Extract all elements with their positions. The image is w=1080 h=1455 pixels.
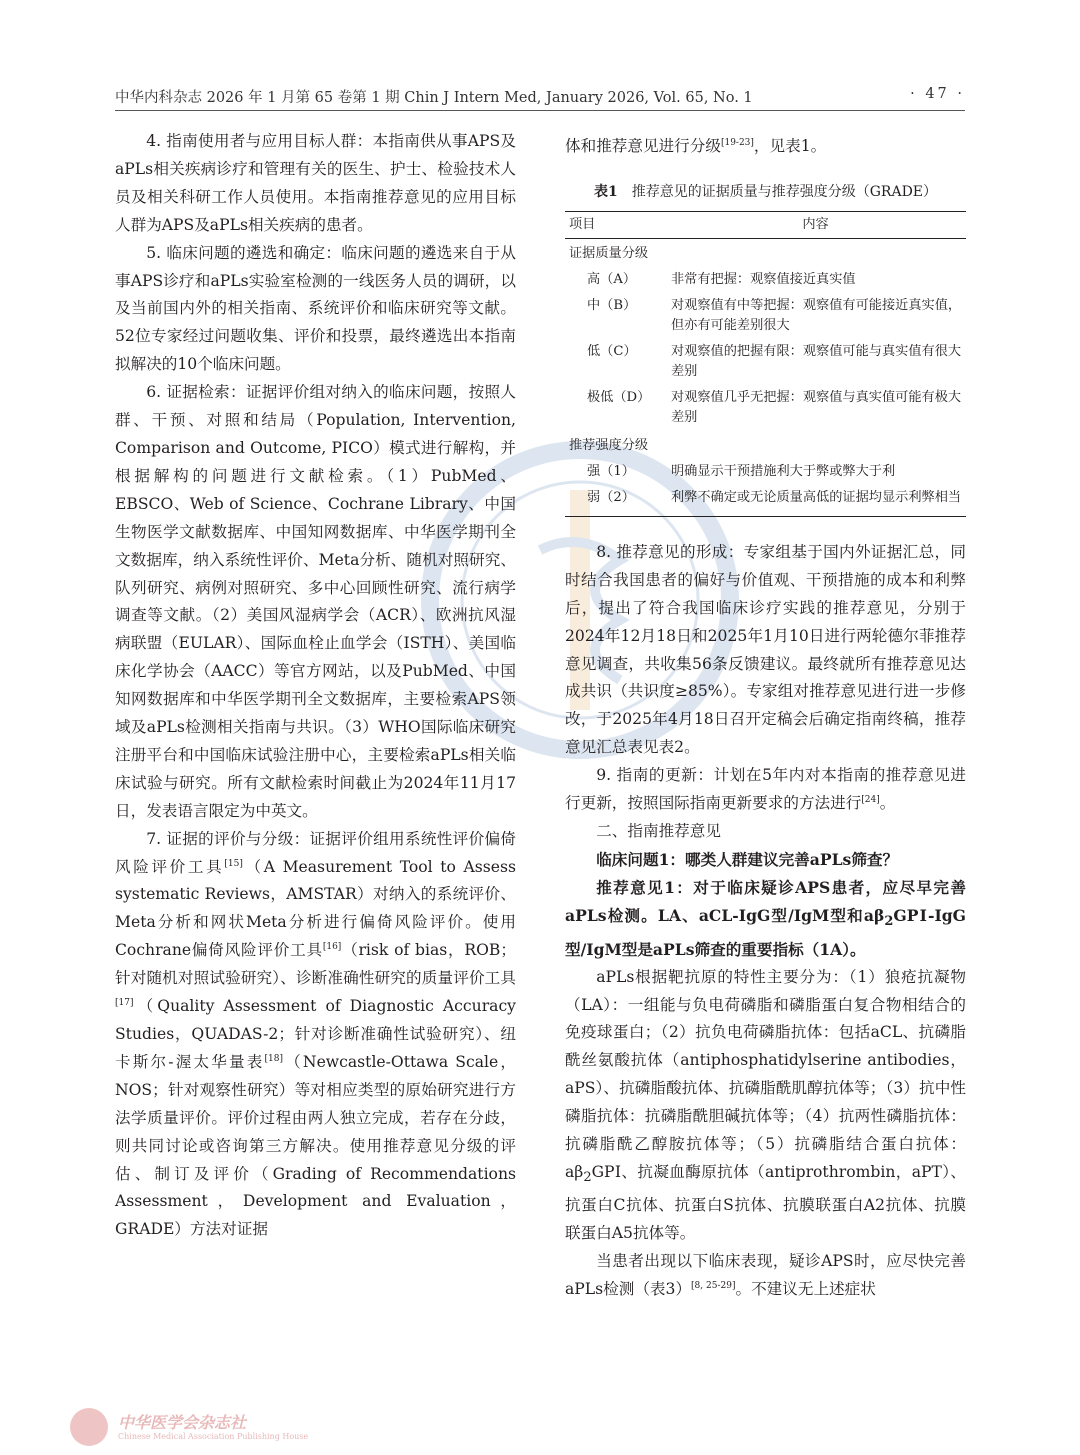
level-cell: 高（A）	[587, 271, 637, 287]
paragraph-guideline-update	[565, 762, 966, 818]
citation-ref: [8, 25-29]	[691, 1280, 736, 1291]
desc-cell: 非常有把握：观察值接近真实值	[671, 271, 856, 287]
group-label: 证据质量分级	[569, 245, 649, 261]
text-segment: （A Measurement Tool to Assess systematic Reviews，AMSTAR）对纳入的系统评价、Meta分析和网状Meta分析进行偏倚风险评价。使用Cochrane偏倚风险评价工具	[115, 857, 516, 960]
table-row	[565, 339, 966, 385]
text-segment: GPⅠ-IgG型/IgM型是aPLs筛查的重要指标（1A）。	[565, 905, 966, 959]
paragraph-continuation	[565, 133, 966, 161]
level-cell: 中（B）	[587, 297, 637, 313]
paragraph-recommendation-formation: 8. 推荐意见的形成：专家组基于国内外证据汇总，同时结合我国患者的偏好与价值观、干预措施的成本和利弊后，提出了符合我国临床诊疗实践的推荐意见，分别于2024年12月18日和2025年1月10日进行两轮德尔菲推荐意见调查，共收集56条反馈建议。最终就所有推荐意见达成共识（共识度≥85%）。专家组对推荐意见进行进一步修改，于2025年4月18日召开定稿会后确定指南终稿，推荐意见汇总表见表2。	[565, 542, 966, 757]
header-rule	[115, 110, 965, 111]
section-heading: 二、指南推荐意见	[596, 821, 721, 840]
table-caption	[565, 181, 966, 203]
text-segment: （Quality Assessment of Diagnostic Accuracy Studies，QUADAS-2；针对诊断准确性试验研究）、纽卡斯尔-渥太华量表	[115, 997, 516, 1071]
subscript: 2	[583, 1170, 592, 1186]
grade-table	[565, 211, 966, 517]
desc-cell: 明确显示干预措施利大于弊或弊大于利	[671, 463, 896, 479]
table-header-item: 项目	[565, 211, 661, 238]
table-row	[565, 385, 966, 431]
citation-ref: [17]	[115, 997, 134, 1008]
running-header	[115, 86, 965, 108]
level-cell: 强（1）	[587, 463, 635, 479]
left-column	[115, 128, 516, 1244]
level-cell: 低（C）	[587, 343, 637, 359]
table-header-content: 内容	[661, 211, 966, 238]
text-segment: 推荐意见1：对于临床疑诊APS患者，应尽早完善aPLs检测。LA、aCL-IgG型/IgM型和aβ	[565, 877, 966, 925]
table-row	[565, 267, 966, 293]
page-number: · 47 ·	[910, 86, 965, 102]
paragraph-question-selection: 5. 临床问题的遴选和确定：临床问题的遴选来自于从事APS诊疗和aPLs实验室检测的一线医务人员的调研，以及当前国内外的相关指南、系统评价和临床研究等文献。52位专家经过问题收集、评价和投票，最终遴选出本指南拟解决的10个临床问题。	[115, 243, 516, 374]
citation-ref: [19-23]	[720, 137, 754, 148]
citation-ref: [18]	[264, 1053, 283, 1064]
text-segment: （risk of bias，ROB；针对随机对照试验研究）、诊断准确性研究的质量评价工具	[115, 941, 516, 988]
text-segment: 。不建议无上述症状	[735, 1279, 876, 1298]
text-segment: （Newcastle-Ottawa Scale，NOS；针对观察性研究）等对相应类型的原始研究进行方法学质量评价。评价过程由两人独立完成，若存在分歧，则共同讨论或咨询第三方解决。使用推荐意见分级的评估、制订及评价（Grading of Recommendations Assessment，Development and Evaluation，GRADE）方法对证据	[115, 1052, 516, 1239]
citation-ref: [16]	[322, 942, 342, 953]
paragraph-testing-indication	[565, 1248, 966, 1304]
text-segment: GPⅠ、抗凝血酶原抗体（antiprothrombin，aPT）、抗蛋白C抗体、抗蛋白S抗体、抗膜联蛋白A2抗体、抗膜联蛋白A5抗体等。	[565, 1162, 966, 1242]
desc-cell: 利弊不确定或无论质量高低的证据均显示利弊相当	[661, 485, 966, 517]
right-column	[565, 133, 966, 1304]
paragraph-evidence-search: 6. 证据检索：证据评价组对纳入的临床问题，按照人群、干预、对照和结局（Population, Intervention, Comparison and Outcome, PICO）模式进行解构，并根据解构的问题进行文献检索。（1）PubMed、EBSCO、Web of Science、Cochrane Library、中国生物医学文献数据库、中国知网数据库、中华医学期刊全文数据库，纳入系统性评价、Meta分析、随机对照研究、队列研究、病例对照研究、多中心回顾性研究、流行病学调查等文献。（2）美国风湿病学会（ACR）、欧洲抗风湿病联盟（EULAR）、国际血栓止血学会（ISTH）、美国临床化学协会（AACC）等官方网站，以及PubMed、中国知网数据库和中华医学期刊全文数据库，主要检索APS领域及aPLs检测相关指南与共识。（3）WHO国际临床研究注册平台和中国临床试验注册中心，主要检索aPLs相关临床试验与研究。所有文献检索时间截止为2024年11月17日，发表语言限定为中英文。	[115, 383, 516, 820]
table-row	[565, 485, 966, 517]
desc-cell: 对观察值有中等把握：观察值有可能接近真实值，但亦有可能差别很大	[671, 297, 962, 333]
publisher-name: 中华医学会杂志社	[118, 1413, 247, 1432]
journal-citation: 中华内科杂志 2026 年 1 月第 65 卷第 1 期 Chin J Intern Med, January 2026, Vol. 65, No. 1	[115, 90, 753, 106]
level-cell: 弱（2）	[565, 485, 661, 517]
paragraph-apls-classification	[565, 964, 966, 1248]
text-segment: aPLs根据靶抗原的特性主要分为：（1）狼疮抗凝物（LA）：一组能与负电荷磷脂和磷脂蛋白复合物相结合的免疫球蛋白；（2）抗负电荷磷脂抗体：包括aCL、抗磷脂酰丝氨酸抗体（antiphosphatidylserine antibodies，aPS）、抗磷脂酸抗体、抗磷脂酰肌醇抗体等；（3）抗中性磷脂抗体：抗磷脂酰胆碱抗体等；（4）抗两性磷脂抗体：抗磷脂酰乙醇胺抗体等；（5）抗磷脂结合蛋白抗体：aβ	[565, 967, 966, 1181]
table-row	[565, 459, 966, 485]
text-segment: ，见表1。	[753, 137, 827, 155]
paragraph-target-users: 4. 指南使用者与应用目标人群：本指南供从事APS及aPLs相关疾病诊疗和管理有关的医生、护士、检验技术人员及相关科研工作人员使用。本指南推荐意见的应用目标人群为APS及aPLs相关疾病的患者。	[115, 132, 516, 234]
desc-cell: 对观察值的把握有限：观察值可能与真实值有很大差别	[671, 343, 962, 379]
table-header-row	[565, 211, 966, 238]
desc-cell: 对观察值几乎无把握：观察值与真实值可能有极大差别	[671, 389, 962, 425]
text-segment: 7. 证据的评价与分级：证据评价组用系统性评价偏倚风险评价工具	[115, 829, 516, 876]
paragraph-evidence-grading	[115, 826, 516, 1245]
table-group-row	[565, 431, 966, 459]
text-segment: 体和推荐意见进行分级	[565, 137, 721, 155]
table-title: 推荐意见的证据质量与推荐强度分级（GRADE）	[631, 183, 938, 200]
clinical-question-1: 临床问题1：哪类人群建议完善aPLs筛查？	[596, 849, 899, 869]
publisher-name-en: Chinese Medical Association Publishing House	[118, 1432, 309, 1441]
text-segment: 。	[879, 794, 896, 813]
table-number: 表1	[593, 183, 618, 200]
level-cell: 极低（D）	[587, 389, 651, 405]
subscript: 2	[884, 913, 894, 929]
text-segment: 9. 指南的更新：计划在5年内对本指南的推荐意见进行更新，按照国际指南更新要求的方法进行	[565, 766, 966, 813]
table-row	[565, 293, 966, 339]
text-segment: 当患者出现以下临床表现，疑诊APS时，应尽快完善aPLs检测（表3）	[565, 1251, 966, 1298]
seal-icon	[70, 1408, 108, 1446]
table-group-row	[565, 238, 966, 267]
group-label: 推荐强度分级	[569, 437, 649, 453]
recommendation-1	[565, 874, 966, 964]
citation-ref: [15]	[224, 858, 243, 869]
citation-ref: [24]	[861, 794, 880, 805]
publisher-logo	[70, 1408, 390, 1448]
